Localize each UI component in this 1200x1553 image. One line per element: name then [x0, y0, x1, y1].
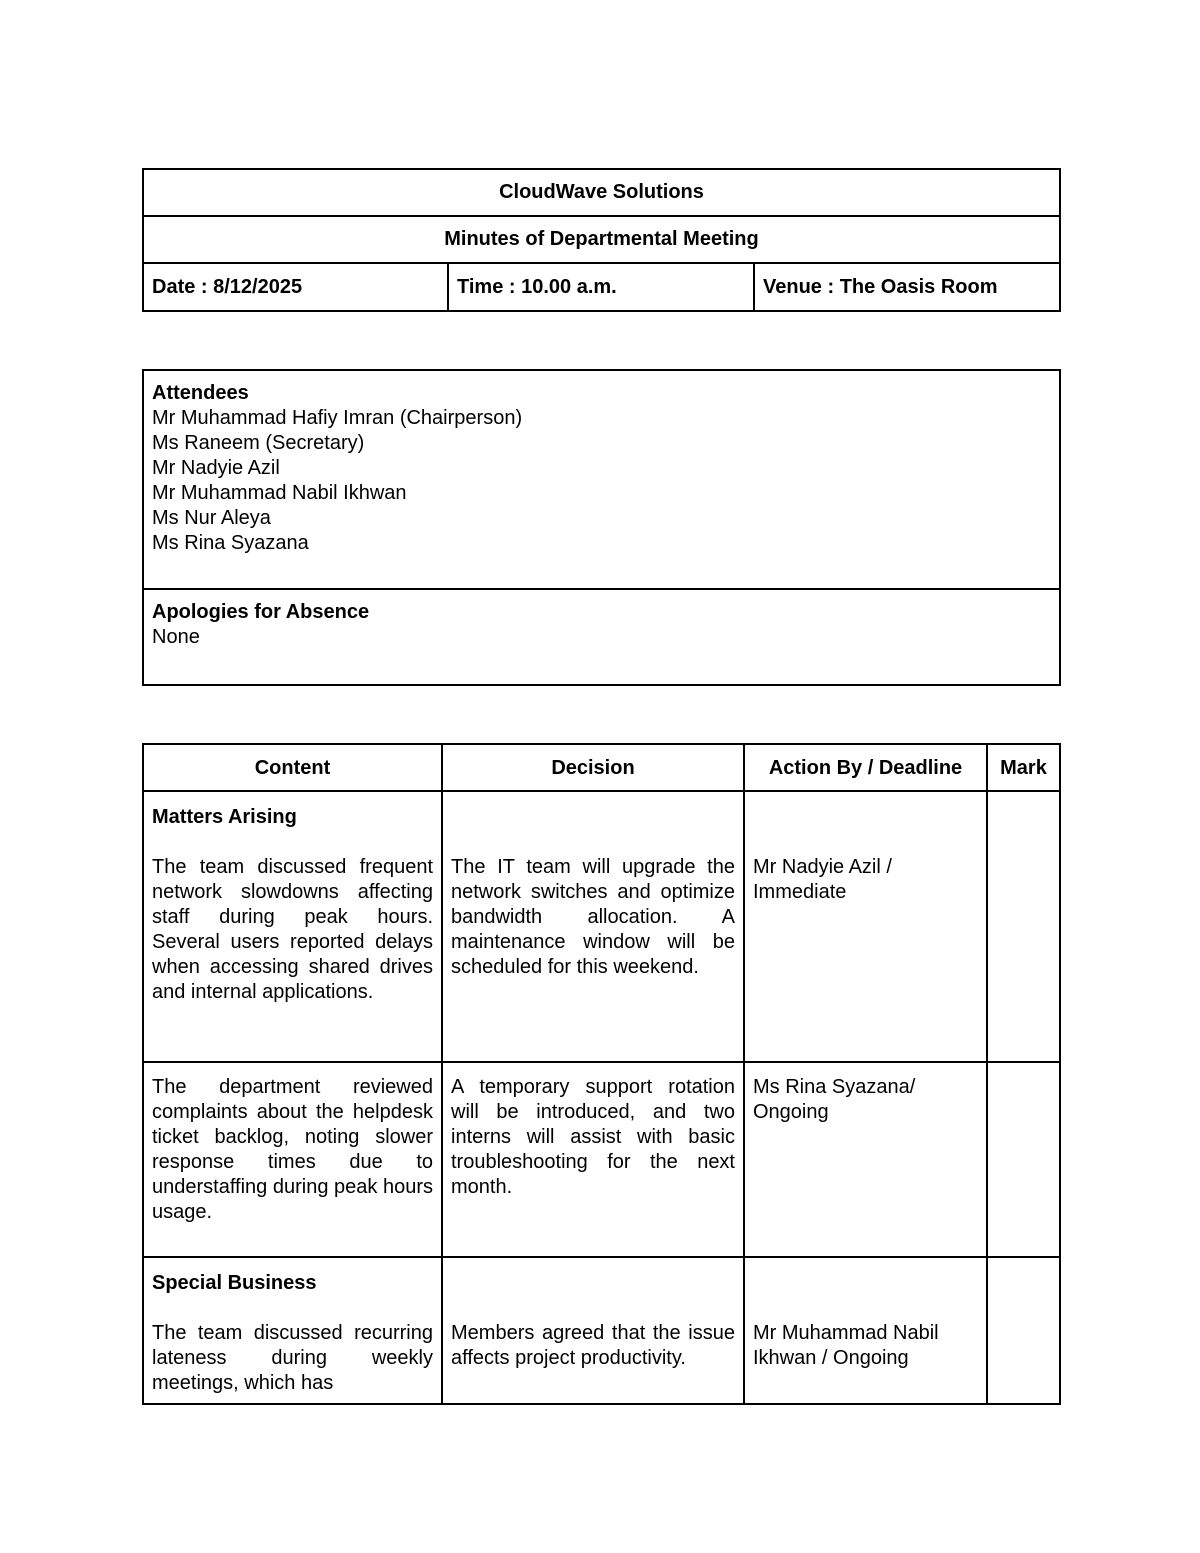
mark-cell: [988, 1075, 1059, 1255]
minutes-table: [142, 743, 1061, 1405]
meeting-date: Date : 8/12/2025: [144, 264, 449, 310]
content-cell: [144, 805, 441, 1060]
attendee-name: Mr Nadyie Azil: [152, 457, 280, 479]
column-header-action: Action By / Deadline: [768, 756, 963, 779]
attendee-name: Mr Muhammad Hafiy Imran (Chairperson): [152, 407, 523, 429]
attendees-heading: Attendees: [152, 382, 249, 404]
content-cell: The department reviewed complaints about the helpdesk ticket backlog, noting slower response times due to understaffing during peak hours usage.: [152, 1076, 433, 1223]
content-text: The team discussed frequent network slowdowns affecting staff during peak hours. Several users reported delays when accessing shared drives and internal applications.: [152, 856, 433, 1003]
row-divider: [144, 1256, 1059, 1258]
decision-cell: The IT team will upgrade the network switches and optimize bandwidth allocation. A maintenance window will be scheduled for this weekend.: [451, 856, 735, 978]
column-header-decision: Decision: [551, 756, 635, 779]
column-header-content: Content: [254, 756, 331, 779]
row-divider: [144, 1061, 1059, 1063]
decision-cell: A temporary support rotation will be introduced, and two interns will assist with basic troubleshooting for the next month.: [451, 1076, 735, 1198]
company-name: CloudWave Solutions: [144, 170, 1059, 217]
meeting-time: Time : 10.00 a.m.: [449, 264, 755, 310]
column-divider: [441, 745, 443, 1403]
meeting-details-row: [144, 264, 1059, 310]
content-cell: [144, 1271, 441, 1403]
apologies-section: [144, 590, 1059, 684]
document-title: Minutes of Departmental Meeting: [144, 217, 1059, 264]
meeting-venue: Venue : The Oasis Room: [763, 275, 998, 298]
attendee-name: Ms Raneem (Secretary): [152, 432, 365, 454]
attendee-name: Mr Muhammad Nabil Ikhwan: [152, 482, 407, 504]
apologies-value: None: [152, 626, 200, 648]
mark-cell: [988, 1321, 1059, 1403]
column-header-mark: Mark: [1000, 756, 1047, 779]
content-text: The team discussed recurring lateness during weekly meetings, which has: [152, 1322, 433, 1394]
attendance-table: [142, 369, 1061, 686]
column-divider: [743, 745, 745, 1403]
action-cell: Mr Muhammad Nabil Ikhwan / Ongoing: [753, 1322, 939, 1369]
attendees-section: [144, 371, 1059, 590]
column-divider: [986, 745, 988, 1403]
section-heading: Special Business: [152, 1272, 317, 1294]
mark-cell: [988, 855, 1059, 1060]
attendee-name: Ms Nur Aleya: [152, 507, 271, 529]
meeting-header-table: [142, 168, 1061, 312]
action-cell: Mr Nadyie Azil / Immediate: [753, 856, 892, 903]
attendee-name: Ms Rina Syazana: [152, 532, 309, 554]
action-cell: Ms Rina Syazana/ Ongoing: [753, 1076, 916, 1123]
section-heading: Matters Arising: [152, 806, 297, 828]
decision-cell: Members agreed that the issue affects project productivity.: [451, 1322, 735, 1369]
apologies-heading: Apologies for Absence: [152, 601, 370, 623]
